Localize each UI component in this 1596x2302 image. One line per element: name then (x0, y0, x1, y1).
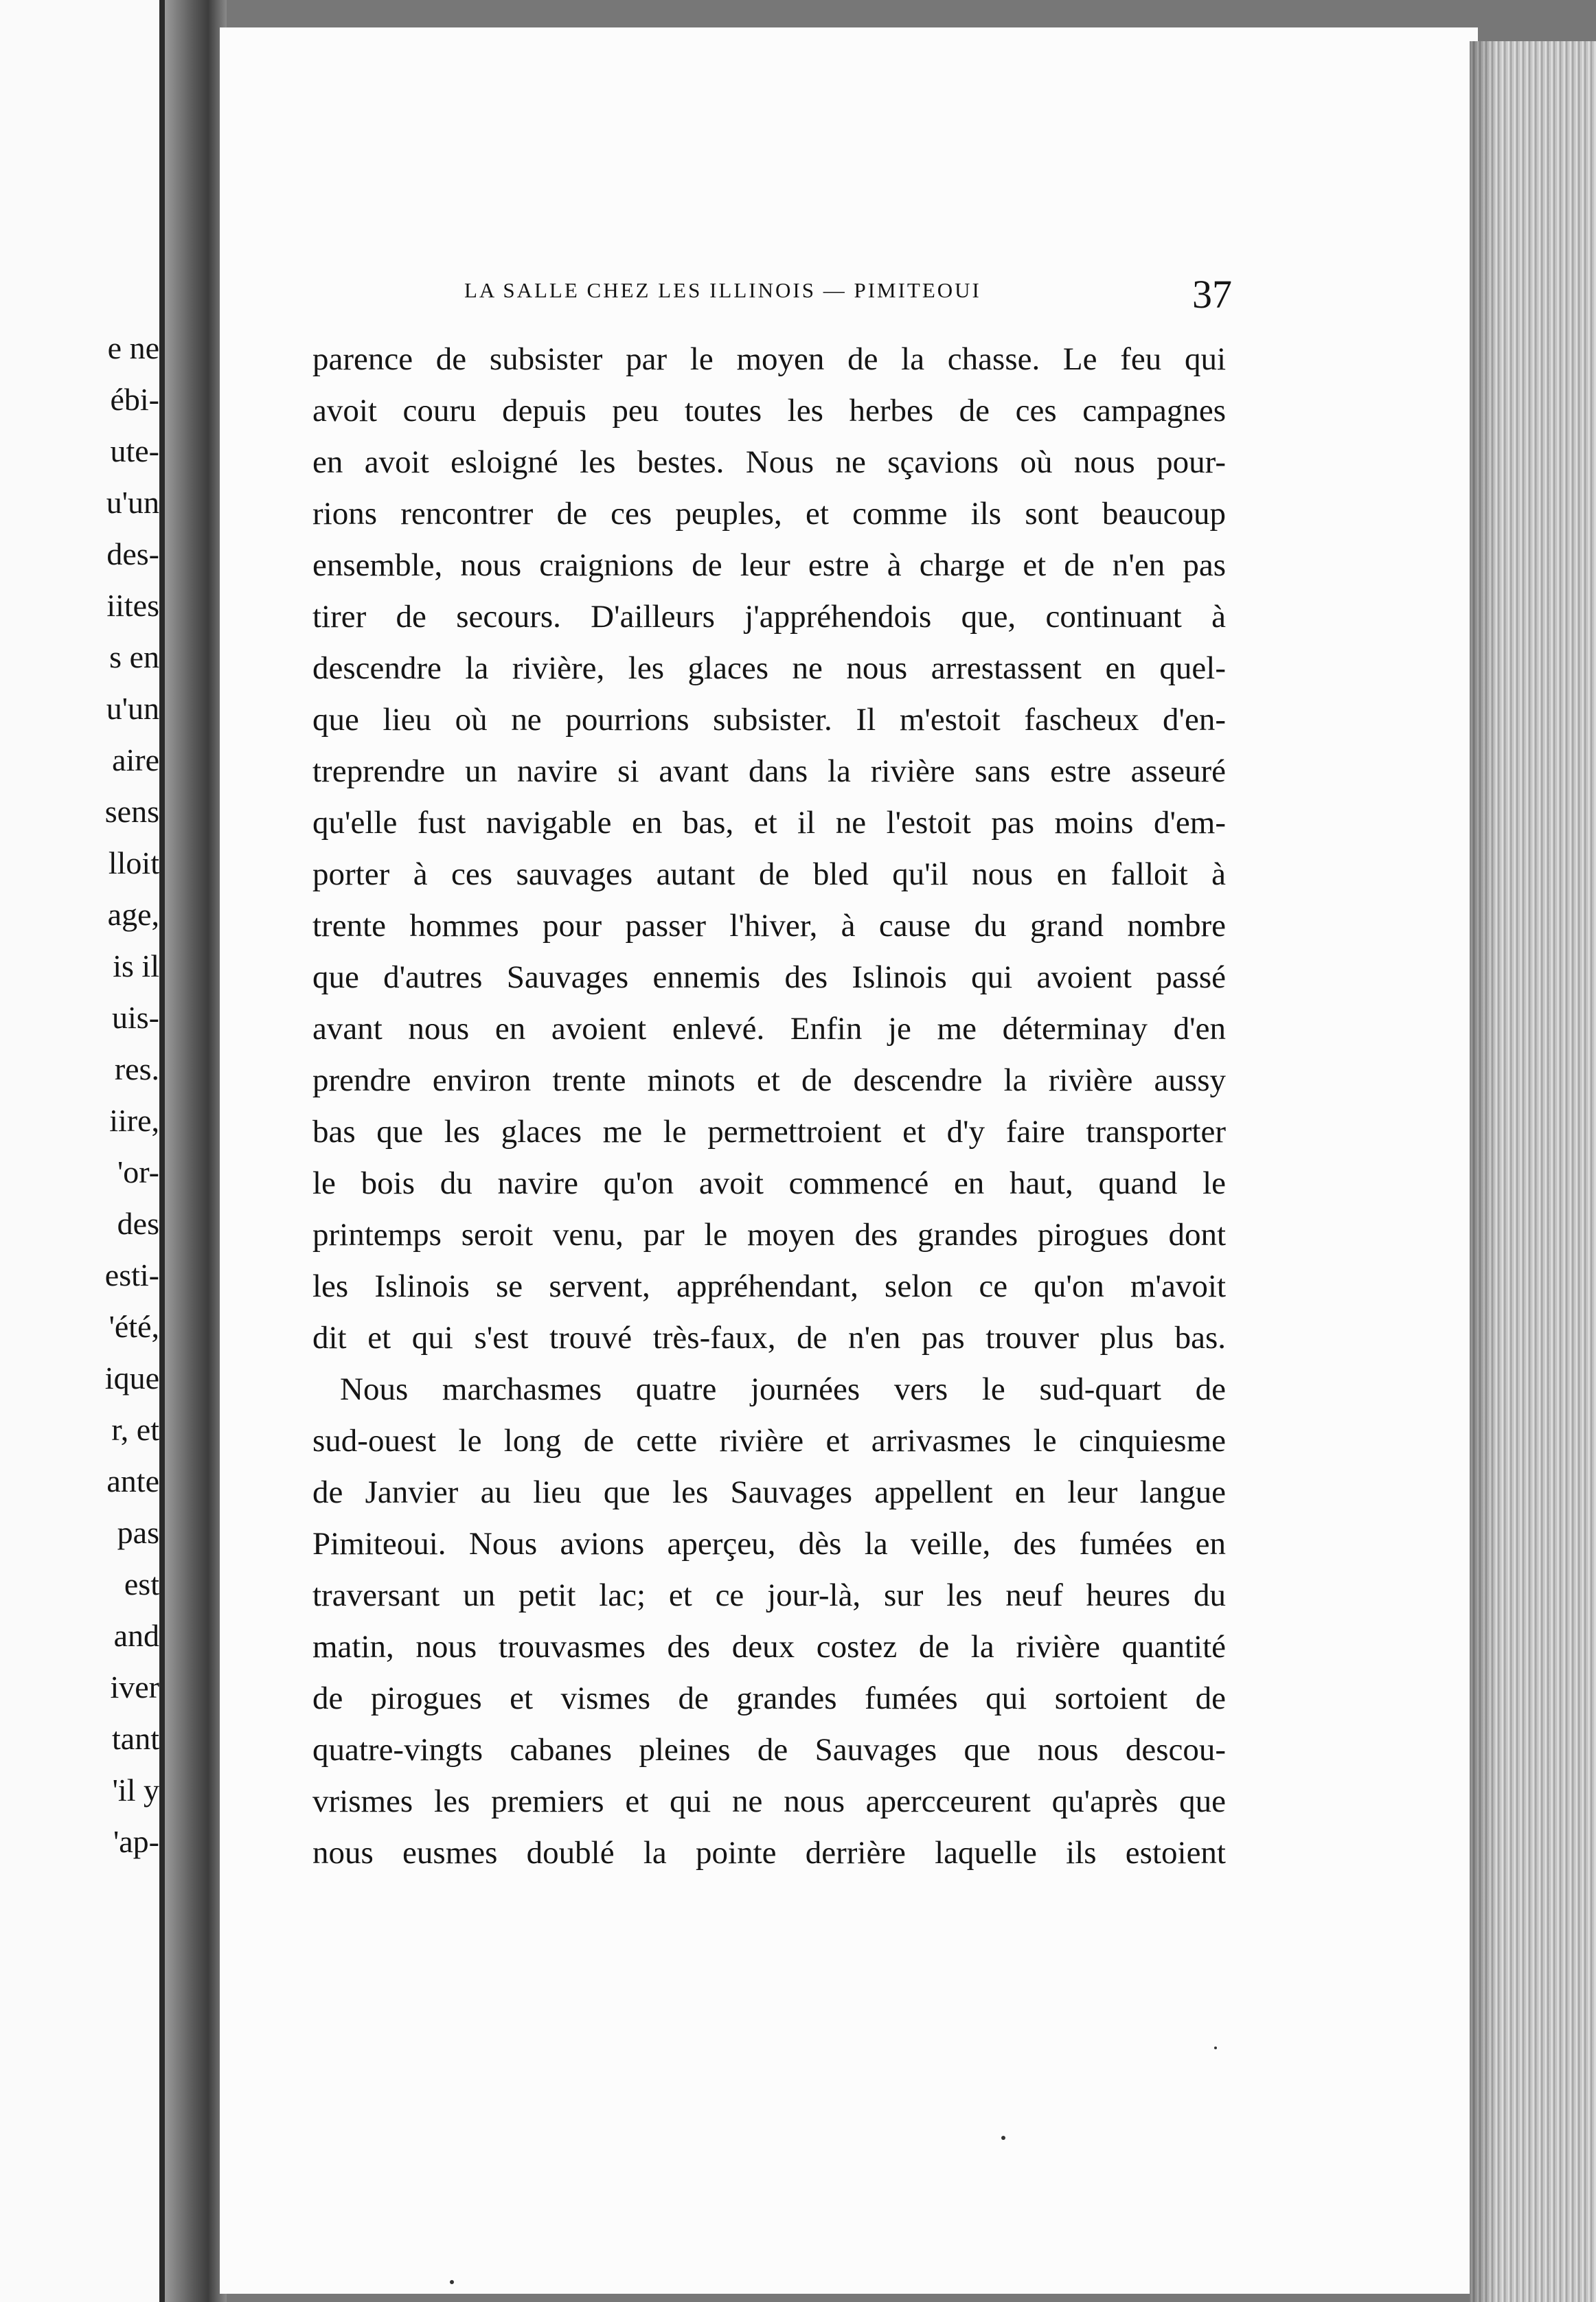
left-line: des (117, 1206, 159, 1241)
left-line: ébi- (110, 382, 159, 417)
text-line: que d'autres Sauvages ennemis des Islinois qui avoient passé (312, 959, 1226, 995)
paper-speck (1001, 2136, 1005, 2140)
left-line: pas (117, 1515, 159, 1550)
text-line: dit et qui s'est trouvé très-faux, de n'en pas trouver plus bas. (312, 1320, 1226, 1356)
paragraph-start-line: Nous marchasmes quatre journées vers le sud-quart de (340, 1371, 1226, 1407)
text-line: que lieu où ne pourrions subsister. Il m'estoit fascheux d'en- (312, 702, 1226, 738)
left-line: and (113, 1618, 159, 1653)
left-line: sens (104, 794, 159, 829)
left-line: ute- (110, 433, 159, 468)
text-line: trente hommes pour passer l'hiver, à cause du grand nombre (312, 908, 1226, 944)
left-line: esti- (104, 1257, 159, 1292)
text-line: printemps seroit venu, par le moyen des grandes pirogues dont (312, 1217, 1226, 1253)
text-line: descendre la rivière, les glaces ne nous arrestassent en quel- (312, 650, 1226, 686)
left-line: iites (106, 588, 159, 623)
text-line: parence de subsister par le moyen de la chasse. Le feu qui (312, 341, 1226, 377)
text-line: vrismes les premiers et qui ne nous apercceurent qu'après que (312, 1784, 1226, 1819)
page-edges-shade (1470, 41, 1497, 2302)
text-line: de Janvier au lieu que les Sauvages appellent en leur langue (312, 1474, 1226, 1510)
left-line: iver (110, 1669, 159, 1705)
text-line: rions rencontrer de ces peuples, et comme ils sont beaucoup (312, 496, 1226, 532)
left-line: tant (112, 1721, 159, 1756)
left-line: iire, (109, 1103, 159, 1138)
previous-page-fragment (0, 0, 165, 2302)
left-line: is il (113, 948, 159, 983)
text-line: quatre-vingts cabanes pleines de Sauvages que nous descou- (312, 1732, 1226, 1768)
left-line: 'ap- (113, 1824, 159, 1859)
text-line: ensemble, nous craignions de leur estre à charge et de n'en pas (312, 547, 1226, 583)
left-line: ique (104, 1360, 159, 1395)
left-line: uis- (112, 1000, 159, 1035)
text-line: Pimiteoui. Nous avions aperçeu, dès la veille, des fumées en (312, 1526, 1226, 1562)
left-line: des- (106, 536, 159, 571)
left-line: age, (107, 897, 159, 932)
text-line: sud-ouest le long de cette rivière et arrivasmes le cinquiesme (312, 1423, 1226, 1459)
text-line: les Islinois se servent, appréhendant, selon ce qu'on m'avoit (312, 1268, 1226, 1304)
gutter-shadow (165, 0, 227, 2302)
page-number: 37 (1192, 272, 1232, 317)
text-line: matin, nous trouvasmes des deux costez de la rivière quantité (312, 1629, 1226, 1665)
left-line: u'un (106, 691, 159, 726)
paper-speck (450, 2280, 454, 2284)
text-line: bas que les glaces me le permettroient et d'y faire transporter (312, 1114, 1226, 1150)
text-line: tirer de secours. D'ailleurs j'appréhendois que, continuant à (312, 599, 1226, 635)
left-line: s en (109, 639, 159, 674)
left-line: ante (106, 1463, 159, 1498)
left-line: e ne (107, 330, 159, 365)
text-line: prendre environ trente minots et de descendre la rivière aussy (312, 1062, 1226, 1098)
text-line: treprendre un navire si avant dans la rivière sans estre asseuré (312, 753, 1226, 789)
text-line: qu'elle fust navigable en bas, et il ne l'estoit pas moins d'em- (312, 805, 1226, 841)
left-line: aire (112, 742, 159, 777)
text-line: avoit couru depuis peu toutes les herbes de ces campagnes (312, 393, 1226, 429)
text-line: avant nous en avoient enlevé. Enfin je me déterminay d'en (312, 1011, 1226, 1047)
running-head: LA SALLE CHEZ LES ILLINOIS — PIMITEOUI (464, 278, 981, 302)
left-line: lloit (108, 845, 159, 880)
text-line: nous eusmes doublé la pointe derrière laquelle ils estoient (312, 1835, 1226, 1871)
left-line: 'il y (112, 1773, 159, 1808)
left-line: u'un (106, 485, 159, 520)
paper-speck (1214, 2047, 1217, 2049)
left-line: res. (114, 1051, 159, 1086)
left-line: 'été, (109, 1309, 159, 1344)
text-line: traversant un petit lac; et ce jour-là, sur les neuf heures du (312, 1577, 1226, 1613)
left-line: est (124, 1566, 159, 1602)
text-line: le bois du navire qu'on avoit commencé en haut, quand le (312, 1165, 1226, 1201)
text-line: de pirogues et vismes de grandes fumées qui sortoient de (312, 1680, 1226, 1716)
left-line: 'or- (117, 1154, 159, 1189)
text-line: en avoit esloigné les bestes. Nous ne sçavions où nous pour- (312, 444, 1226, 480)
text-line: porter à ces sauvages autant de bled qu'il nous en falloit à (312, 856, 1226, 892)
left-line: r, et (111, 1412, 159, 1447)
